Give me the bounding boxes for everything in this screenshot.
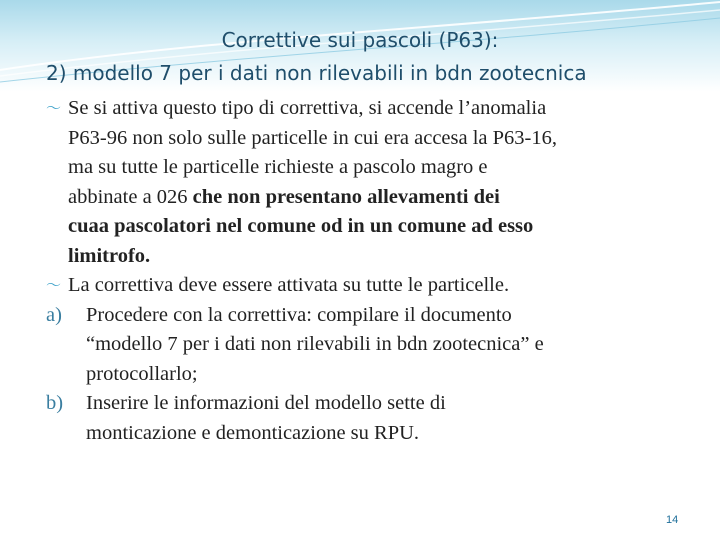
list-letter: b): [46, 392, 64, 414]
text-bold: che non presentano allevamenti dei: [192, 185, 500, 208]
text-line: [68, 212, 686, 242]
text-line: “modello 7 per i dati non rilevabili in bdn zootecnica” e: [86, 333, 544, 355]
text-normal: abbinate a 026: [68, 185, 193, 208]
slide-body: [46, 94, 686, 448]
list-letter: a): [46, 303, 62, 326]
bullet-paragraph-1: [46, 94, 686, 271]
text-line: Se si attiva questo tipo di correttiva, si accende l’anomalia: [68, 97, 547, 119]
text-line: La correttiva deve essere attivata su tutte le particelle.: [68, 274, 510, 296]
text-line: [68, 242, 686, 272]
slide-subtitle: 2) modello 7 per i dati non rilevabili in bdn zootecnica: [46, 61, 587, 85]
text-bold: cuaa pascolatori nel comune od in un comune ad esso: [68, 215, 534, 237]
bullet-paragraph-2: [46, 271, 686, 301]
text-line: monticazione e demonticazione su RPU.: [86, 421, 420, 444]
wave-bullet-icon: 〜: [46, 276, 62, 294]
slide-title: Correttive sui pascoli (P63):: [221, 28, 499, 52]
text-bold: limitrofo.: [68, 244, 151, 267]
page-number: 14: [666, 514, 679, 526]
text-line: protocollarlo;: [86, 362, 198, 385]
wave-bullet-icon: 〜: [46, 99, 62, 117]
text-line: Inserire le informazioni del modello sette di: [86, 392, 446, 414]
text-line: Procedere con la correttiva: compilare il documento: [86, 303, 512, 326]
text-line: [68, 183, 686, 213]
list-item-a: [46, 301, 686, 390]
text-line: ma su tutte le particelle richieste a pascolo magro e: [68, 156, 488, 178]
text-line: P63-96 non solo sulle particelle in cui era accesa la P63-16,: [68, 126, 558, 149]
list-item-b: [46, 389, 686, 448]
